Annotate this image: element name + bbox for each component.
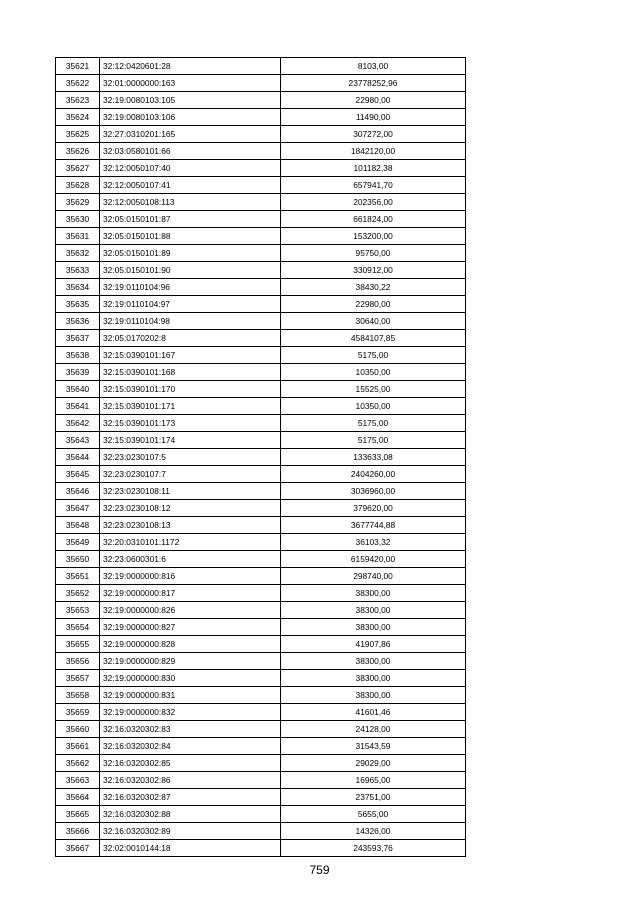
cadastral-value-cell: 133633,08 [281, 449, 466, 466]
table-row [56, 789, 466, 806]
row-number-cell: 35639 [56, 364, 100, 381]
cadastral-value-cell: 38300,00 [281, 670, 466, 687]
cadastral-number-cell: 32:20:0310101:1172 [100, 534, 281, 551]
cadastral-value-cell: 5175,00 [281, 347, 466, 364]
cadastral-number-cell: 32:05:0150101:87 [100, 211, 281, 228]
row-number-cell: 35666 [56, 823, 100, 840]
cadastral-number-cell: 32:16:0320302:89 [100, 823, 281, 840]
cadastral-number-cell: 32:05:0150101:89 [100, 245, 281, 262]
table-row [56, 194, 466, 211]
table-row [56, 211, 466, 228]
cadastral-number-cell: 32:19:0000000:816 [100, 568, 281, 585]
table-row [56, 585, 466, 602]
row-number-cell: 35644 [56, 449, 100, 466]
cadastral-value-cell: 95750,00 [281, 245, 466, 262]
cadastral-value-cell: 330912,00 [281, 262, 466, 279]
cadastral-value-cell: 6159420,00 [281, 551, 466, 568]
cadastral-value-cell: 2404260,00 [281, 466, 466, 483]
cadastral-number-cell: 32:16:0320302:86 [100, 772, 281, 789]
table-row [56, 432, 466, 449]
cadastral-number-cell: 32:19:0000000:826 [100, 602, 281, 619]
row-number-cell: 35642 [56, 415, 100, 432]
cadastral-value-cell: 298740,00 [281, 568, 466, 585]
cadastral-value-cell: 23778252,96 [281, 75, 466, 92]
table-row [56, 58, 466, 75]
table-row [56, 823, 466, 840]
table-row [56, 415, 466, 432]
cadastral-value-cell: 10350,00 [281, 398, 466, 415]
table-row [56, 398, 466, 415]
row-number-cell: 35628 [56, 177, 100, 194]
row-number-cell: 35622 [56, 75, 100, 92]
row-number-cell: 35625 [56, 126, 100, 143]
cadastral-number-cell: 32:01:0000000:163 [100, 75, 281, 92]
cadastral-number-cell: 32:19:0000000:827 [100, 619, 281, 636]
cadastral-value-cell: 379620,00 [281, 500, 466, 517]
table-row [56, 262, 466, 279]
row-number-cell: 35629 [56, 194, 100, 211]
table-row [56, 534, 466, 551]
row-number-cell: 35650 [56, 551, 100, 568]
cadastral-number-cell: 32:16:0320302:84 [100, 738, 281, 755]
table-row [56, 670, 466, 687]
table-row [56, 177, 466, 194]
cadastral-value-cell: 41907,86 [281, 636, 466, 653]
cadastral-value-cell: 661824,00 [281, 211, 466, 228]
table-row [56, 92, 466, 109]
cadastral-value-cell: 5175,00 [281, 415, 466, 432]
table-row [56, 466, 466, 483]
cadastral-number-cell: 32:19:0000000:829 [100, 653, 281, 670]
cadastral-number-cell: 32:12:0050108:113 [100, 194, 281, 211]
cadastral-value-cell: 38300,00 [281, 585, 466, 602]
page-number: 759 [309, 863, 330, 877]
cadastral-value-cell: 22980,00 [281, 92, 466, 109]
cadastral-value-cell: 153200,00 [281, 228, 466, 245]
cadastral-number-cell: 32:12:0050107:40 [100, 160, 281, 177]
table-row [56, 364, 466, 381]
cadastral-number-cell: 32:15:0390101:171 [100, 398, 281, 415]
table-row [56, 381, 466, 398]
row-number-cell: 35661 [56, 738, 100, 755]
cadastral-value-cell: 1842120,00 [281, 143, 466, 160]
cadastral-number-cell: 32:12:0420601:28 [100, 58, 281, 75]
cadastral-value-cell: 8103,00 [281, 58, 466, 75]
cadastral-number-cell: 32:19:0080103:106 [100, 109, 281, 126]
cadastral-number-cell: 32:19:0000000:832 [100, 704, 281, 721]
row-number-cell: 35658 [56, 687, 100, 704]
cadastral-number-cell: 32:19:0000000:830 [100, 670, 281, 687]
table-row [56, 517, 466, 534]
row-number-cell: 35637 [56, 330, 100, 347]
cadastral-value-cell: 22980,00 [281, 296, 466, 313]
table-row [56, 75, 466, 92]
table-row [56, 619, 466, 636]
table-row [56, 772, 466, 789]
row-number-cell: 35638 [56, 347, 100, 364]
cadastral-number-cell: 32:16:0320302:85 [100, 755, 281, 772]
cadastral-value-cell: 31543,59 [281, 738, 466, 755]
row-number-cell: 35656 [56, 653, 100, 670]
cadastral-number-cell: 32:23:0230108:11 [100, 483, 281, 500]
row-number-cell: 35633 [56, 262, 100, 279]
row-number-cell: 35648 [56, 517, 100, 534]
row-number-cell: 35651 [56, 568, 100, 585]
table-row [56, 806, 466, 823]
cadastral-number-cell: 32:05:0150101:88 [100, 228, 281, 245]
table-row [56, 126, 466, 143]
cadastral-number-cell: 32:19:0000000:828 [100, 636, 281, 653]
cadastral-value-cell: 307272,00 [281, 126, 466, 143]
row-number-cell: 35640 [56, 381, 100, 398]
row-number-cell: 35631 [56, 228, 100, 245]
row-number-cell: 35665 [56, 806, 100, 823]
cadastral-number-cell: 32:19:0000000:831 [100, 687, 281, 704]
cadastral-number-cell: 32:23:0230108:12 [100, 500, 281, 517]
cadastral-number-cell: 32:19:0110104:98 [100, 313, 281, 330]
table-row [56, 500, 466, 517]
cadastral-value-cell: 101182,38 [281, 160, 466, 177]
table-row [56, 551, 466, 568]
row-number-cell: 35636 [56, 313, 100, 330]
cadastral-number-cell: 32:15:0390101:174 [100, 432, 281, 449]
cadastral-number-cell: 32:05:0150101:90 [100, 262, 281, 279]
cadastral-value-cell: 36103,32 [281, 534, 466, 551]
table-row [56, 296, 466, 313]
row-number-cell: 35649 [56, 534, 100, 551]
table-row [56, 738, 466, 755]
row-number-cell: 35657 [56, 670, 100, 687]
row-number-cell: 35660 [56, 721, 100, 738]
table-row [56, 160, 466, 177]
row-number-cell: 35645 [56, 466, 100, 483]
cadastral-value-cell: 14326,00 [281, 823, 466, 840]
table-row [56, 721, 466, 738]
cadastral-value-cell: 3036960,00 [281, 483, 466, 500]
table-row [56, 653, 466, 670]
cadastral-value-cell: 24128,00 [281, 721, 466, 738]
cadastral-number-cell: 32:19:0080103:105 [100, 92, 281, 109]
row-number-cell: 35647 [56, 500, 100, 517]
cadastral-number-cell: 32:12:0050107:41 [100, 177, 281, 194]
cadastral-value-cell: 5655,00 [281, 806, 466, 823]
cadastral-number-cell: 32:15:0390101:173 [100, 415, 281, 432]
table-row [56, 143, 466, 160]
table-row [56, 279, 466, 296]
row-number-cell: 35667 [56, 840, 100, 857]
cadastral-value-cell: 243593,76 [281, 840, 466, 857]
cadastral-value-cell: 23751,00 [281, 789, 466, 806]
cadastral-value-cell: 5175,00 [281, 432, 466, 449]
cadastral-number-cell: 32:23:0230107:7 [100, 466, 281, 483]
cadastral-number-cell: 32:19:0110104:97 [100, 296, 281, 313]
row-number-cell: 35643 [56, 432, 100, 449]
cadastral-number-cell: 32:23:0230107:5 [100, 449, 281, 466]
cadastral-number-cell: 32:02:0010144:18 [100, 840, 281, 857]
row-number-cell: 35663 [56, 772, 100, 789]
row-number-cell: 35664 [56, 789, 100, 806]
cadastral-number-cell: 32:15:0390101:167 [100, 347, 281, 364]
row-number-cell: 35662 [56, 755, 100, 772]
table-row [56, 755, 466, 772]
table-body [56, 58, 466, 857]
row-number-cell: 35624 [56, 109, 100, 126]
cadastral-value-table [55, 57, 466, 857]
row-number-cell: 35646 [56, 483, 100, 500]
row-number-cell: 35630 [56, 211, 100, 228]
cadastral-number-cell: 32:23:0230108:13 [100, 517, 281, 534]
cadastral-number-cell: 32:23:0600301:6 [100, 551, 281, 568]
cadastral-number-cell: 32:15:0390101:168 [100, 364, 281, 381]
cadastral-number-cell: 32:03:0580101:66 [100, 143, 281, 160]
table-row [56, 449, 466, 466]
cadastral-value-cell: 29029,00 [281, 755, 466, 772]
cadastral-value-cell: 38300,00 [281, 602, 466, 619]
table-row [56, 330, 466, 347]
row-number-cell: 35654 [56, 619, 100, 636]
table-row [56, 602, 466, 619]
table-row [56, 568, 466, 585]
row-number-cell: 35635 [56, 296, 100, 313]
table-row [56, 704, 466, 721]
row-number-cell: 35623 [56, 92, 100, 109]
cadastral-value-cell: 16965,00 [281, 772, 466, 789]
table-row [56, 109, 466, 126]
cadastral-value-cell: 38430,22 [281, 279, 466, 296]
cadastral-value-cell: 10350,00 [281, 364, 466, 381]
row-number-cell: 35641 [56, 398, 100, 415]
row-number-cell: 35653 [56, 602, 100, 619]
cadastral-number-cell: 32:27:0310201:165 [100, 126, 281, 143]
cadastral-value-cell: 38300,00 [281, 653, 466, 670]
cadastral-value-cell: 11490,00 [281, 109, 466, 126]
table-row [56, 228, 466, 245]
cadastral-value-cell: 41601,46 [281, 704, 466, 721]
cadastral-value-cell: 657941,70 [281, 177, 466, 194]
row-number-cell: 35632 [56, 245, 100, 262]
row-number-cell: 35659 [56, 704, 100, 721]
table-row [56, 245, 466, 262]
table-row [56, 840, 466, 857]
cadastral-number-cell: 32:15:0390101:170 [100, 381, 281, 398]
cadastral-value-cell: 38300,00 [281, 619, 466, 636]
cadastral-value-cell: 4584107,85 [281, 330, 466, 347]
table-row [56, 347, 466, 364]
row-number-cell: 35626 [56, 143, 100, 160]
cadastral-value-cell: 15525,00 [281, 381, 466, 398]
cadastral-value-cell: 202356,00 [281, 194, 466, 211]
cadastral-value-cell: 3677744,88 [281, 517, 466, 534]
cadastral-number-cell: 32:16:0320302:88 [100, 806, 281, 823]
row-number-cell: 35627 [56, 160, 100, 177]
table-row [56, 313, 466, 330]
cadastral-number-cell: 32:19:0000000:817 [100, 585, 281, 602]
cadastral-number-cell: 32:16:0320302:87 [100, 789, 281, 806]
table-row [56, 636, 466, 653]
cadastral-value-cell: 38300,00 [281, 687, 466, 704]
row-number-cell: 35655 [56, 636, 100, 653]
row-number-cell: 35634 [56, 279, 100, 296]
table-row [56, 483, 466, 500]
cadastral-number-cell: 32:19:0110104:96 [100, 279, 281, 296]
cadastral-number-cell: 32:05:0170202:8 [100, 330, 281, 347]
row-number-cell: 35621 [56, 58, 100, 75]
cadastral-value-cell: 30640,00 [281, 313, 466, 330]
cadastral-number-cell: 32:16:0320302:83 [100, 721, 281, 738]
row-number-cell: 35652 [56, 585, 100, 602]
table-row [56, 687, 466, 704]
